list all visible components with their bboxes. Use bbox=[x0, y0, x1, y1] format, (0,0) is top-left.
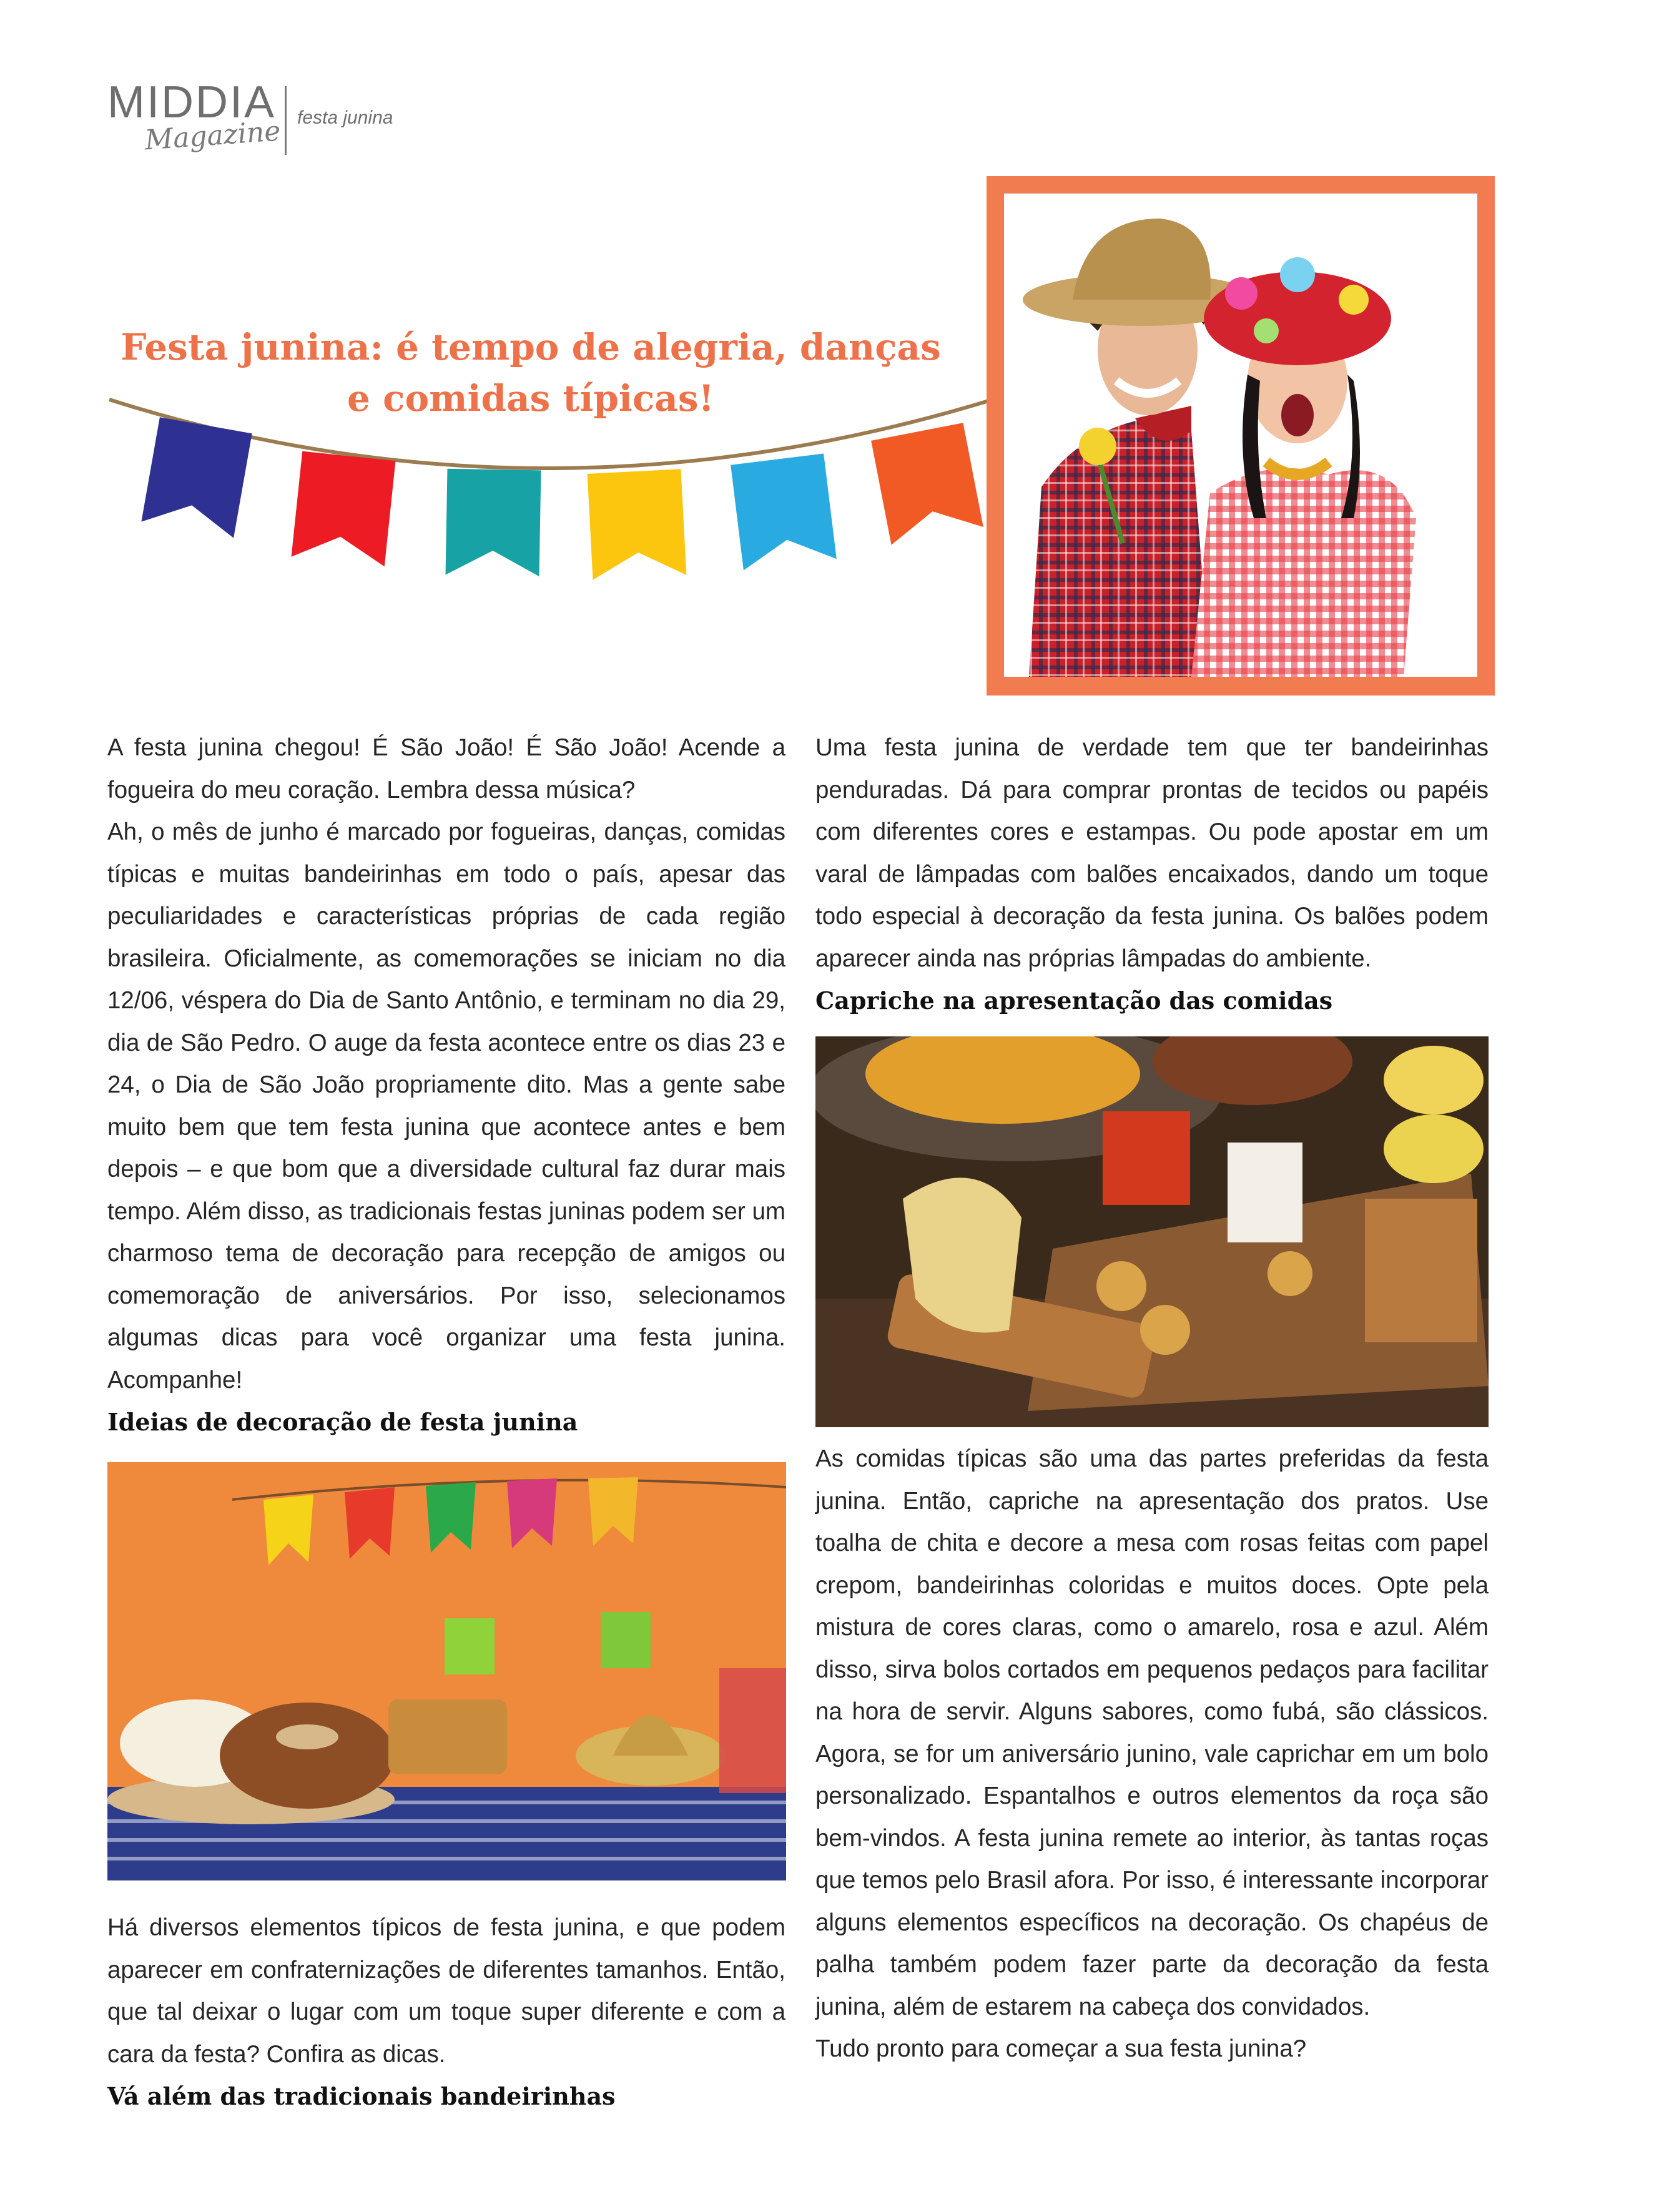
bunting-illustration bbox=[106, 375, 999, 624]
brand-name: MIDDIA bbox=[107, 77, 276, 127]
section-tag: festa junina bbox=[297, 107, 393, 128]
right-column-bottom bbox=[815, 1438, 1489, 2070]
article-title-line-2: e comidas típicas! bbox=[347, 377, 714, 420]
brand-script-word: Magazine bbox=[144, 115, 282, 157]
body-paragraph: Há diversos elementos típicos de festa junina, e que podem aparecer em confraternizações de diferentes tamanhos. Então, que tal deixar o lugar com um toque super diferente e com a cara da festa? Confira as dicas. bbox=[107, 1914, 785, 2068]
intro-paragraph: A festa junina chegou! É São João! É São João! Acende a fogueira do meu coração. Lembra dessa música? bbox=[107, 734, 785, 804]
typical-food-photo bbox=[815, 1036, 1489, 1427]
left-column-bottom bbox=[107, 1907, 785, 2118]
magazine-logo bbox=[107, 77, 401, 167]
subheading-food: Capriche na apresentação das comidas bbox=[815, 986, 1333, 1015]
bunting-flag bbox=[731, 453, 837, 570]
subheading-bandeirinhas: Vá além das tradicionais bandeirinhas bbox=[107, 2082, 616, 2110]
couple-photo bbox=[1004, 194, 1477, 677]
party-decor-photo bbox=[107, 1462, 786, 1880]
subheading-decor: Ideias de decoração de festa junina bbox=[107, 1408, 578, 1436]
header-divider bbox=[285, 86, 287, 155]
left-column-top bbox=[107, 727, 785, 1443]
bunting-flag bbox=[446, 469, 541, 577]
body-paragraph: Uma festa junina de verdade tem que ter bandeirinhas penduradas. Dá para comprar prontas de tecidos ou papéis com diferentes cores e estampas. Ou pode apostar em um varal de lâmpadas com balões encaixados, dando um toque todo especial à decoração da festa junina. Os balões podem aparecer ainda nas próprias lâmpadas do ambiente. bbox=[815, 734, 1489, 972]
right-column-top bbox=[815, 727, 1489, 1022]
bunting-flag bbox=[292, 451, 396, 567]
man-plaid-shirt bbox=[1029, 418, 1210, 677]
closing-line: Tudo pronto para começar a sua festa junina? bbox=[815, 2035, 1307, 2062]
article-title-line-1: Festa junina: é tempo de alegria, danças bbox=[121, 326, 941, 368]
woman-gingham-dress bbox=[1191, 468, 1416, 677]
bunting-flag bbox=[871, 423, 983, 544]
bunting-flag bbox=[141, 417, 252, 538]
bunting-flag bbox=[588, 469, 687, 580]
body-paragraph: As comidas típicas são uma das partes preferidas da festa junina. Então, capriche na apresentação dos pratos. Use toalha de chita e decore a mesa com rosas feitas com papel crepom, bandeirinhas coloridas e muitos doces. Opte pela mistura de cores claras, como o amarelo, rosa e azul. Além disso, sirva bolos cortados em pequenos pedaços para facilitar na hora de servir. Alguns sabores, como fubá, são clássicos. Agora, se for um aniversário junino, vale caprichar em um bolo personalizado. Espantalhos e outros elementos da roça são bem-vindos. A festa junina remete ao interior, às tantas roças que temos pelo Brasil afora. Por isso, é interessante incorporar alguns elementos específicos na decoração. Os chapéus de palha também podem fazer parte da decoração da festa junina, além de estarem na cabeça dos convidados. bbox=[815, 1445, 1489, 2020]
couple-photo-frame bbox=[987, 176, 1495, 696]
body-paragraph: Ah, o mês de junho é marcado por fogueiras, danças, comidas típicas e muitas bandeirinhas em todo o país, apesar das peculiaridades e características próprias de cada região brasileira. Oficialmente, as comemorações se iniciam no dia 12/06, véspera do Dia de Santo Antônio, e terminam no dia 29, dia de São Pedro. O auge da festa acontece entre os dias 23 e 24, o Dia de São João propriamente dito. Mas a gente sabe muito bem que tem festa junina que acontece antes e bem depois – e que bom que a diversidade cultural faz durar mais tempo. Além disso, as tradicionais festas juninas podem ser um charmoso tema de decoração para recepção de amigos ou comemoração de aniversários. Por isso, selecionamos algumas dicas para você organizar uma festa junina. Acompanhe! bbox=[107, 818, 785, 1394]
